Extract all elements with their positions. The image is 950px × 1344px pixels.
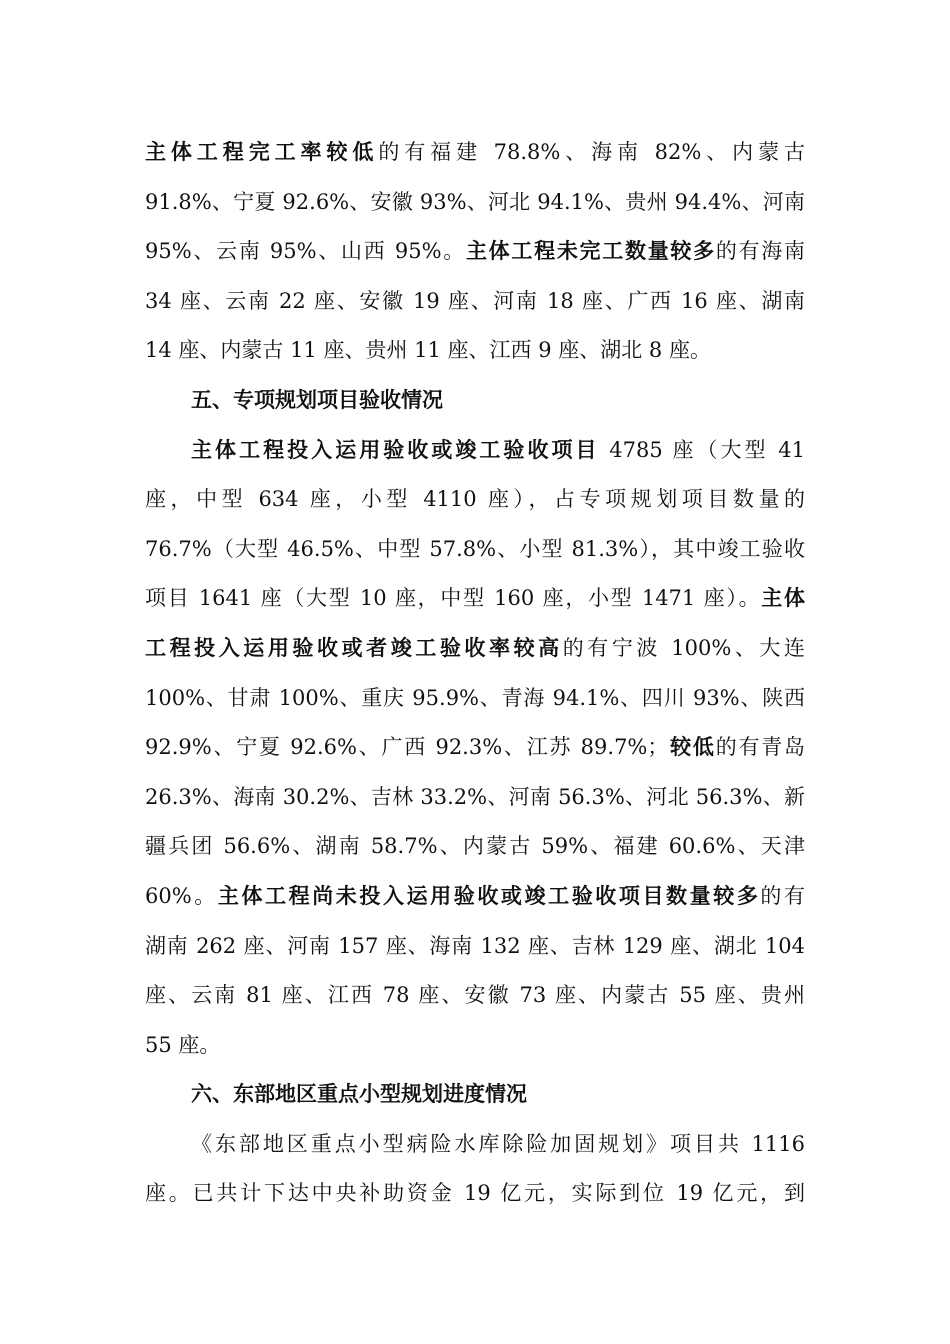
bold-phrase: 主体工程完工率较低 — [145, 140, 379, 164]
body-text: 的有青岛 — [715, 735, 805, 760]
body-text: 95%、云南 95%、山西 95%。 — [145, 239, 466, 264]
paragraph-line: 91.8%、宁夏 92.6%、安徽 93%、河北 94.1%、贵州 94.4%、河南 — [145, 189, 805, 214]
paragraph-line — [145, 426, 805, 476]
paragraph-line — [145, 574, 805, 624]
body-text: 的有福建 78.8%、海南 82%、内蒙古 — [378, 140, 805, 164]
paragraph-line: 26.3%、海南 30.2%、吉林 33.2%、河南 56.3%、河北 56.3%、新 — [145, 784, 805, 809]
body-text: 92.9%、宁夏 92.6%、广西 92.3%、江苏 89.7%； — [145, 735, 669, 760]
bold-phrase: 主体工程投入运用验收或竣工验收项目 — [191, 437, 600, 462]
paragraph-line: 疆兵团 56.6%、湖南 58.7%、内蒙古 59%、福建 60.6%、天津 — [145, 834, 805, 859]
paragraph-line — [145, 723, 805, 773]
body-text: 的有宁波 100%、大连 — [562, 635, 805, 660]
body-text: 项目 1641 座（大型 10 座，中型 160 座，小型 1471 座）。 — [145, 586, 762, 611]
bold-phrase: 较低 — [668, 735, 716, 760]
bold-phrase: 工程投入运用验收或者竣工验收率较高 — [145, 635, 563, 660]
body-text: 的有 — [760, 883, 805, 908]
paragraph-line: 座、云南 81 座、江西 78 座、安徽 73 座、内蒙古 55 座、贵州 — [145, 983, 805, 1008]
paragraph-line: 座，中型 634 座，小型 4110 座），占专项规划项目数量的 — [145, 487, 805, 512]
paragraph-line: 100%、甘肃 100%、重庆 95.9%、青海 94.1%、四川 93%、陕西 — [145, 685, 805, 710]
paragraph-line: 湖南 262 座、河南 157 座、海南 132 座、吉林 129 座、湖北 104 — [145, 933, 805, 958]
paragraph-line: 《东部地区重点小型病险水库除险加固规划》项目共 1116 — [191, 1131, 805, 1156]
section-heading: 五、专项规划项目验收情况 — [191, 387, 443, 412]
bold-phrase: 主体 — [761, 586, 805, 611]
paragraph-line — [145, 624, 805, 674]
body-text: 4785 座（大型 41 — [599, 437, 805, 462]
paragraph-line: 55 座。 — [145, 1032, 221, 1057]
bold-phrase: 主体工程尚未投入运用验收或竣工验收项目数量较多 — [217, 883, 761, 908]
section-heading: 六、东部地区重点小型规划进度情况 — [191, 1082, 527, 1107]
paragraph-line: 14 座、内蒙古 11 座、贵州 11 座、江西 9 座、湖北 8 座。 — [145, 338, 711, 363]
bold-phrase: 主体工程未完工数量较多 — [465, 239, 716, 264]
body-text: 60%。 — [145, 883, 218, 908]
paragraph-line — [145, 872, 805, 922]
paragraph-line: 座。已共计下达中央补助资金 19 亿元，实际到位 19 亿元，到 — [145, 1181, 805, 1206]
paragraph-line — [145, 128, 805, 178]
paragraph-line: 76.7%（大型 46.5%、中型 57.8%、小型 81.3%），其中竣工验收 — [145, 536, 805, 561]
body-text: 的有海南 — [715, 239, 805, 264]
paragraph-line — [145, 227, 805, 277]
paragraph-line: 34 座、云南 22 座、安徽 19 座、河南 18 座、广西 16 座、湖南 — [145, 288, 805, 313]
document-page — [145, 128, 805, 1219]
